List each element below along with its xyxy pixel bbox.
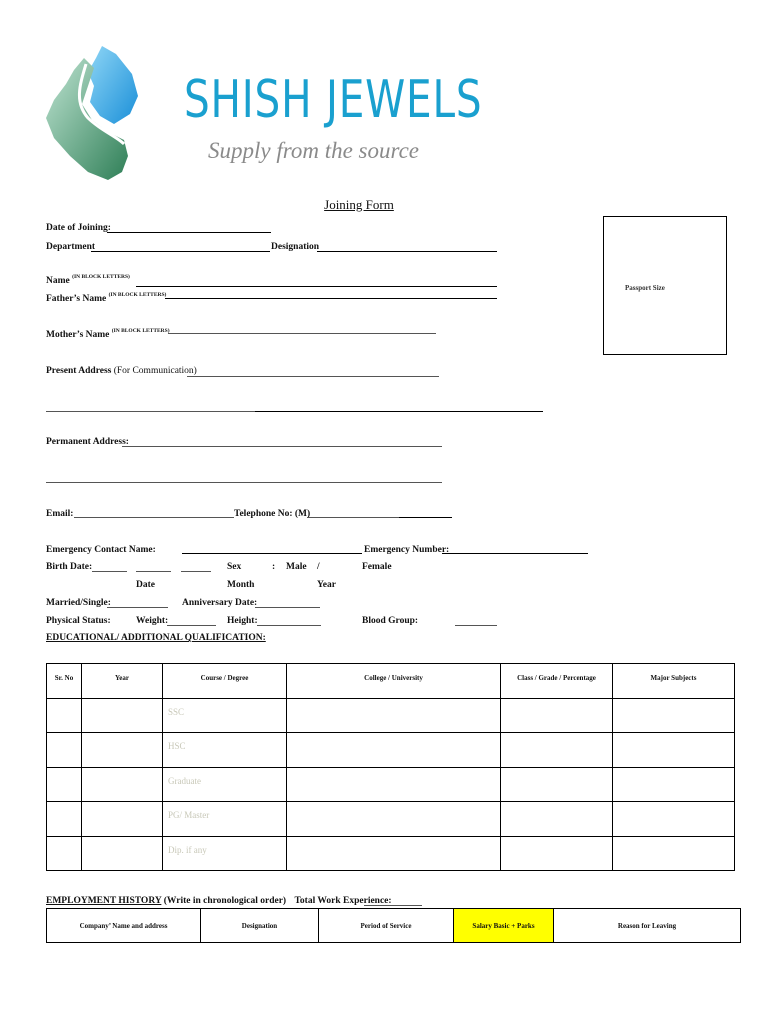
birth-date-label: Birth Date: <box>46 562 93 572</box>
mothers-name-label-text: Mother’s Name <box>46 330 110 340</box>
present-address-label <box>46 366 197 376</box>
sex-option-male[interactable]: Male <box>286 562 307 572</box>
course-cell[interactable]: PG/ Master <box>163 802 287 837</box>
employment-header-designation: Designation <box>201 909 319 943</box>
course-cell[interactable]: HSC <box>163 733 287 768</box>
mothers-name-block-letters-note: (IN BLOCK LETTERS) <box>111 328 170 334</box>
designation-label: Designation <box>271 242 320 252</box>
name-label-text: Name <box>46 276 70 286</box>
employment-note: (Write in chronological order) <box>163 896 287 906</box>
married-single-label: Married/Single: <box>46 598 111 608</box>
table-row <box>47 699 735 733</box>
anniversary-date-label: Anniversary Date: <box>182 598 258 608</box>
present-address-label-text: Present Address <box>46 366 112 376</box>
sex-separator: / <box>317 562 320 572</box>
permanent-address-line-2[interactable] <box>46 482 442 483</box>
present-address-line-2a[interactable] <box>46 411 255 412</box>
blood-group-field[interactable] <box>455 625 497 626</box>
name-field[interactable] <box>136 286 497 287</box>
table-row <box>47 802 735 837</box>
fathers-name-label <box>46 294 166 304</box>
passport-size-label: Passport Size <box>625 284 665 292</box>
anniversary-date-field[interactable] <box>255 607 320 608</box>
name-label <box>46 276 130 286</box>
sex-colon: : <box>272 562 276 572</box>
department-field[interactable] <box>91 251 270 252</box>
email-label: Email: <box>46 509 74 519</box>
education-header-college: College / University <box>287 664 501 699</box>
logo-mark-icon <box>44 44 139 184</box>
total-experience-label: Total Work Experience: <box>294 896 392 906</box>
emergency-contact-label: Emergency Contact Name: <box>46 545 156 555</box>
mothers-name-field[interactable] <box>168 333 436 334</box>
date-of-joining-label: Date of Joining: <box>46 223 111 233</box>
education-header-course: Course / Degree <box>163 664 287 699</box>
birth-date-year-field[interactable] <box>181 571 211 572</box>
married-single-field[interactable] <box>107 607 168 608</box>
fathers-name-label-text: Father’s Name <box>46 294 107 304</box>
weight-field[interactable] <box>167 625 216 626</box>
emergency-number-field[interactable] <box>442 553 588 554</box>
designation-field[interactable] <box>317 251 497 252</box>
birth-date-year-caption: Year <box>317 580 336 590</box>
department-label: Department <box>46 242 96 252</box>
table-row <box>47 768 735 802</box>
education-header-row <box>47 664 735 699</box>
blood-group-label: Blood Group: <box>362 616 419 626</box>
employment-table <box>46 908 741 943</box>
physical-status-label: Physical Status: <box>46 616 111 626</box>
sex-option-female[interactable]: Female <box>362 562 392 572</box>
fathers-name-field[interactable] <box>165 298 497 299</box>
birth-date-month-caption: Month <box>227 580 255 590</box>
telephone-field-end[interactable] <box>399 517 452 518</box>
passport-photo-box[interactable] <box>603 216 727 355</box>
sex-label: Sex <box>227 562 242 572</box>
brand-tagline: Supply from the source <box>208 138 420 163</box>
course-cell[interactable]: Dip. if any <box>163 837 287 871</box>
birth-date-date-caption: Date <box>136 580 155 590</box>
present-address-line-2b[interactable] <box>255 411 543 412</box>
total-experience-field[interactable] <box>364 905 422 906</box>
name-block-letters-note: (IN BLOCK LETTERS) <box>72 274 130 280</box>
employment-header-row <box>47 909 741 943</box>
employment-heading-line <box>46 896 392 906</box>
employment-header-reason: Reason for Leaving <box>554 909 741 943</box>
email-field[interactable] <box>74 517 234 518</box>
employment-header-period: Period of Service <box>319 909 454 943</box>
weight-label: Weight: <box>136 616 169 626</box>
education-header-major-subjects: Major Subjects <box>613 664 735 699</box>
education-heading: EDUCATIONAL/ ADDITIONAL QUALIFICATION: <box>46 633 266 643</box>
emergency-number-label: Emergency Number: <box>364 545 450 555</box>
education-header-sr-no: Sr. No <box>47 664 82 699</box>
employment-heading: EMPLOYMENT HISTORY <box>46 896 162 906</box>
table-row <box>47 733 735 768</box>
company-logo <box>44 44 483 184</box>
form-title: Joining Form <box>324 197 394 212</box>
birth-date-month-field[interactable] <box>136 571 171 572</box>
emergency-contact-field[interactable] <box>182 553 362 554</box>
brand-name: SHISH JEWELS <box>184 70 483 130</box>
birth-date-day-field[interactable] <box>92 571 127 572</box>
employment-header-salary: Salary Basic + Parks <box>454 909 554 943</box>
present-address-field[interactable] <box>187 376 439 377</box>
education-header-year: Year <box>82 664 163 699</box>
fathers-name-block-letters-note: (IN BLOCK LETTERS) <box>108 292 167 298</box>
permanent-address-label: Permanent Address: <box>46 437 129 447</box>
telephone-label: Telephone No: (M) <box>234 509 311 519</box>
employment-header-company: Company’ Name and address <box>47 909 201 943</box>
height-label: Height: <box>227 616 258 626</box>
education-header-grade: Class / Grade / Percentage <box>501 664 613 699</box>
course-cell[interactable]: Graduate <box>163 768 287 802</box>
height-field[interactable] <box>257 625 321 626</box>
table-row <box>47 837 735 871</box>
date-of-joining-field[interactable] <box>107 232 271 233</box>
telephone-field[interactable] <box>307 517 399 518</box>
present-address-note: (For Communication) <box>113 366 197 376</box>
mothers-name-label <box>46 330 170 340</box>
permanent-address-field[interactable] <box>122 446 442 447</box>
course-cell[interactable]: SSC <box>163 699 287 733</box>
education-table <box>46 663 735 871</box>
